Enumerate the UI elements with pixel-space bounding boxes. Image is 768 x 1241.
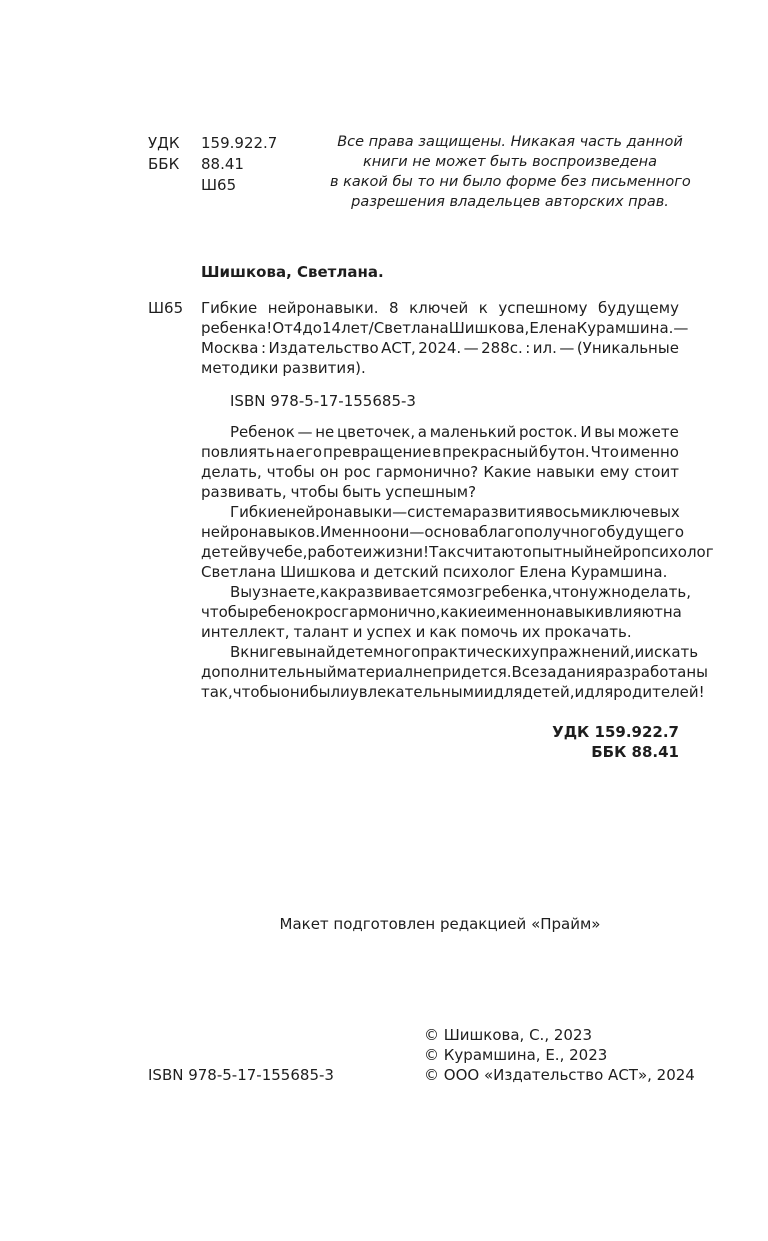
copyright-line: © Шишкова, С., 2023 <box>424 1026 593 1044</box>
copyright-line: © ООО «Издательство АСТ», 2024 <box>424 1066 695 1084</box>
udk-summary: УДК 159.922.7 <box>552 723 679 741</box>
bib-line: ребенка! От 4 до 14 лет / Светлана Шишкова, Елена Курамшина. — <box>201 319 689 337</box>
bbk-row <box>148 154 277 175</box>
annotation-line: делать, чтобы он рос гармонично? Какие навыки ему стоит <box>201 463 679 481</box>
annotation-line: повлиять на его превращение в прекрасный бутон. Что именно <box>201 443 679 461</box>
udk-row <box>148 133 277 154</box>
layout-credit: Макет подготовлен редакцией «Прайм» <box>279 915 601 933</box>
isbn-bottom: ISBN 978-5-17-155685-3 <box>148 1066 334 1084</box>
isbn-main: ISBN 978-5-17-155685-3 <box>230 392 416 410</box>
annotation-line: В книге вы найдете много практических упражнений, и искать <box>230 643 699 661</box>
annotation-line: Гибкие нейронавыки — система развития восьми ключевых <box>230 503 680 521</box>
copyright-block <box>424 1025 695 1085</box>
author-mark: Ш65 <box>148 299 184 317</box>
classification-summary <box>552 722 679 762</box>
annotation-line: Вы узнаете, как развивается мозг ребенка, что нужно делать, <box>230 583 691 601</box>
bbk-value: 88.41 <box>201 155 244 173</box>
bib-line: методики развития). <box>201 359 366 377</box>
classification-codes <box>148 133 277 196</box>
bibliographic-description <box>201 298 689 378</box>
annotation-line: нейронавыков. Именно они — основа благополучного будущего <box>201 523 685 541</box>
annotation-line: чтобы ребенок рос гармонично, какие именно навыки влияют на <box>201 603 682 621</box>
annotation-line: развивать, чтобы быть успешным? <box>201 483 477 501</box>
bbk-label: ББК <box>148 155 180 173</box>
bbk-summary: ББК 88.41 <box>591 743 679 761</box>
annotation-line: так, чтобы они были увлекательными и для детей, и для родителей! <box>201 683 705 701</box>
rights-line: разрешения владельцев авторских прав. <box>351 194 669 210</box>
udk-label: УДК <box>148 134 180 152</box>
author-sign-row <box>148 175 277 196</box>
author-sign-value: Ш65 <box>201 176 237 194</box>
rights-line: книги не может быть воспроизведена <box>362 154 658 170</box>
annotation-line: Ребенок — не цветочек, а маленький росток. И вы можете <box>230 423 679 441</box>
annotation-line: Светлана Шишкова и детский психолог Елена Курамшина. <box>201 563 668 581</box>
rights-line: в какой бы то ни было форме без письменного <box>330 174 691 190</box>
author-sign-label <box>148 175 201 196</box>
udk-value: 159.922.7 <box>201 134 278 152</box>
bib-line: Гибкие нейронавыки. 8 ключей к успешному будущему <box>201 299 679 317</box>
annotation-line: интеллект, талант и успех и как помочь их прокачать. <box>201 623 632 641</box>
bib-line: Москва : Издательство АСТ, 2024. — 288с. : ил. — (Уникальные <box>201 339 679 357</box>
rights-notice <box>330 132 690 212</box>
annotation-line: дополнительный материал не придется. Все задания разработаны <box>201 663 709 681</box>
rights-line: Все права защищены. Никакая часть данной <box>337 134 683 150</box>
copyright-line: © Курамшина, Е., 2023 <box>424 1046 608 1064</box>
author-heading: Шишкова, Светлана. <box>201 263 384 281</box>
annotation-line: детей в учебе, работе и жизни! Так считают опытный нейропсихолог <box>201 543 714 561</box>
annotation <box>201 422 714 702</box>
